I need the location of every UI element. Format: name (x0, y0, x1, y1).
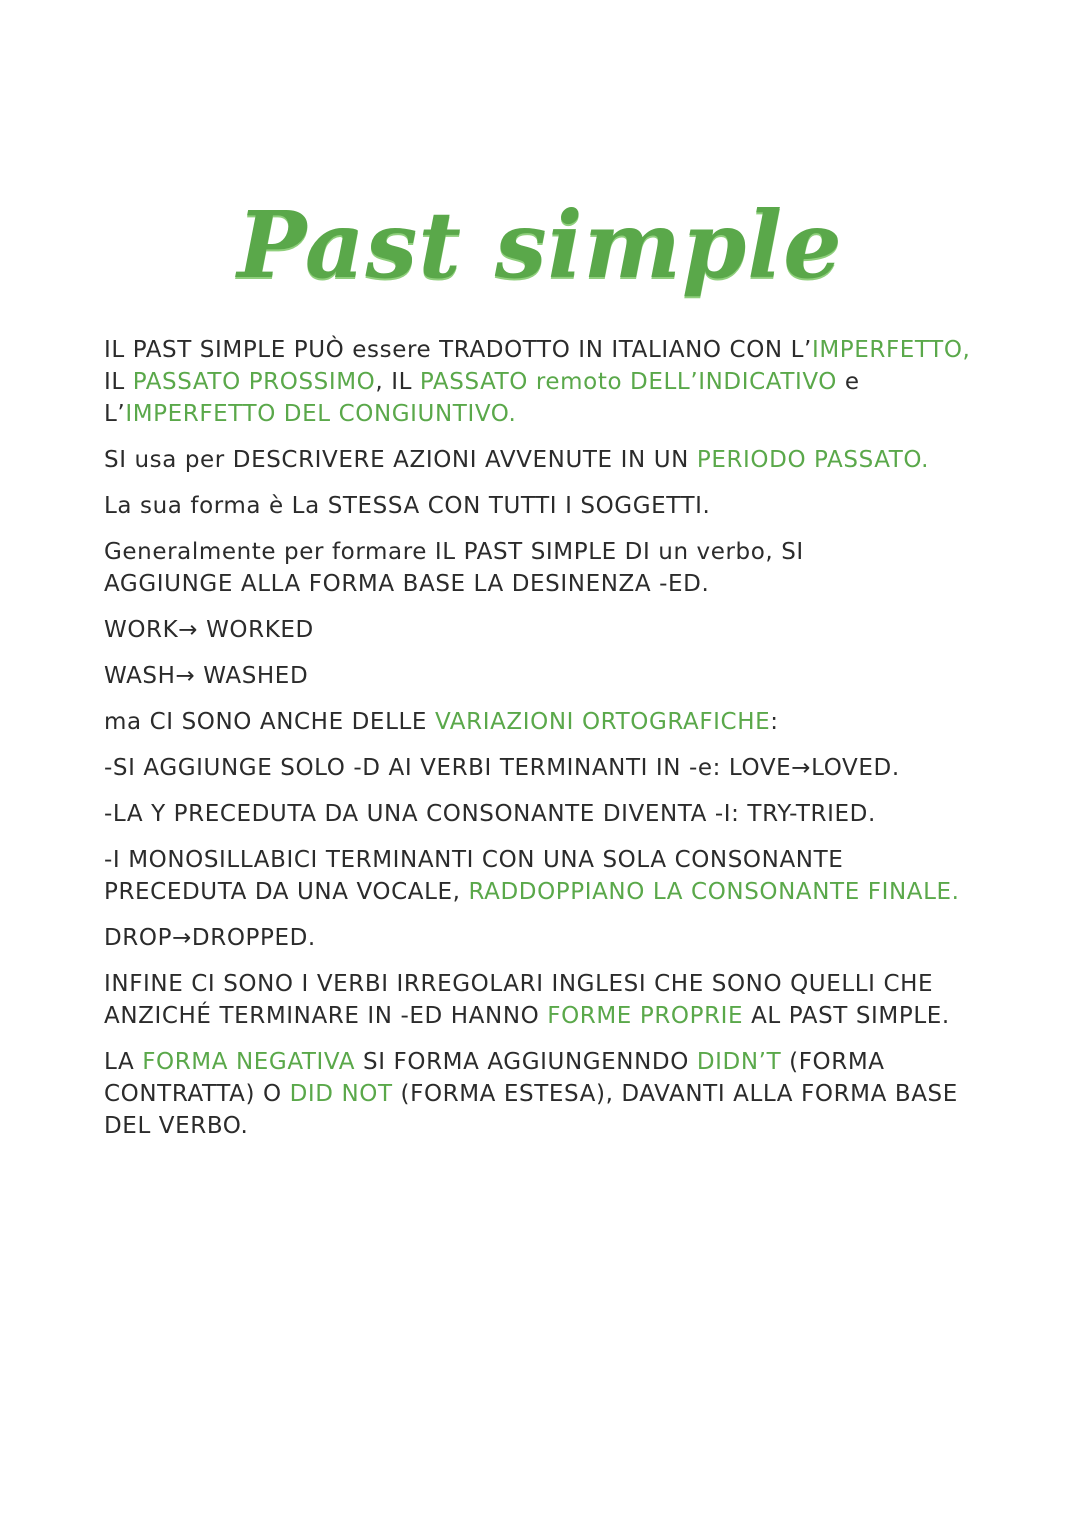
body-text: ANZICHÉ TERMINARE IN -ED HANNO (104, 1003, 548, 1029)
notes-body (104, 334, 984, 1156)
paragraph-rule-mono (104, 844, 984, 908)
highlighted-text: RADDOPPIANO LA CONSONANTE FINALE. (468, 879, 960, 905)
body-text: (FORMA ESTESA), DAVANTI ALLA FORMA BASE (392, 1081, 958, 1107)
body-text: -SI AGGIUNGE SOLO -D AI VERBI TERMINANTI IN -e: LOVE→LOVED. (104, 755, 900, 781)
paragraph-example-drop (104, 922, 984, 954)
paragraph-example-wash (104, 660, 984, 692)
highlighted-text: IMPERFETTO DEL CONGIUNTIVO. (125, 401, 517, 427)
body-text: Generalmente per formare IL PAST SIMPLE DI un verbo, SI (104, 539, 804, 565)
paragraph-example-work (104, 614, 984, 646)
paragraph-intro (104, 334, 984, 430)
body-text: SI FORMA AGGIUNGENNDO (355, 1049, 697, 1075)
body-text: PRECEDUTA DA UNA VOCALE, (104, 879, 469, 905)
body-text: WASH→ WASHED (104, 663, 309, 689)
body-text: INFINE CI SONO I VERBI IRREGOLARI INGLESI CHE SONO QUELLI CHE (104, 971, 934, 997)
highlighted-text: DID NOT (289, 1081, 393, 1107)
paragraph-rule-y (104, 798, 984, 830)
highlighted-text: PERIODO PASSATO. (696, 447, 930, 473)
body-text: : (770, 709, 779, 735)
body-text: La sua forma è La STESSA CON TUTTI I SOGGETTI. (104, 493, 711, 519)
body-text: DROP→DROPPED. (104, 925, 316, 951)
highlighted-text: FORMA NEGATIVA (142, 1049, 356, 1075)
body-text: -I MONOSILLABICI TERMINANTI CON UNA SOLA CONSONANTE (104, 847, 844, 873)
paragraph-rule-d (104, 752, 984, 784)
page-title: Past simple (237, 190, 843, 299)
body-text: DEL VERBO. (104, 1113, 249, 1139)
body-text: L’ (104, 401, 126, 427)
body-text: ma CI SONO ANCHE DELLE (104, 709, 435, 735)
highlighted-text: IMPERFETTO, (811, 337, 971, 363)
body-text: AGGIUNGE ALLA FORMA BASE LA DESINENZA -ED. (104, 571, 710, 597)
body-text: (FORMA (781, 1049, 885, 1075)
paragraph-irregular (104, 968, 984, 1032)
body-text: SI usa per DESCRIVERE AZIONI AVVENUTE IN UN (104, 447, 697, 473)
highlighted-text: FORME PROPRIE (547, 1003, 744, 1029)
body-text: LA (104, 1049, 143, 1075)
paragraph-usage (104, 444, 984, 476)
body-text: -LA Y PRECEDUTA DA UNA CONSONANTE DIVENTA -I: TRY-TRIED. (104, 801, 876, 827)
body-text: AL PAST SIMPLE. (743, 1003, 950, 1029)
body-text: IL (104, 369, 133, 395)
highlighted-text: DIDN’T (696, 1049, 782, 1075)
highlighted-text: VARIAZIONI ORTOGRAFICHE (434, 709, 771, 735)
paragraph-form (104, 490, 984, 522)
paragraph-variations (104, 706, 984, 738)
highlighted-text: PASSATO PROSSIMO (132, 369, 376, 395)
body-text: CONTRATTA) O (104, 1081, 290, 1107)
body-text: IL PAST SIMPLE PUÒ essere TRADOTTO IN ITALIANO CON L’ (104, 337, 812, 363)
body-text: e (837, 369, 860, 395)
body-text: WORK→ WORKED (104, 617, 314, 643)
body-text: , IL (375, 369, 420, 395)
paragraph-negative (104, 1046, 984, 1142)
paragraph-rule (104, 536, 984, 600)
highlighted-text: PASSATO remoto DELL’INDICATIVO (419, 369, 837, 395)
